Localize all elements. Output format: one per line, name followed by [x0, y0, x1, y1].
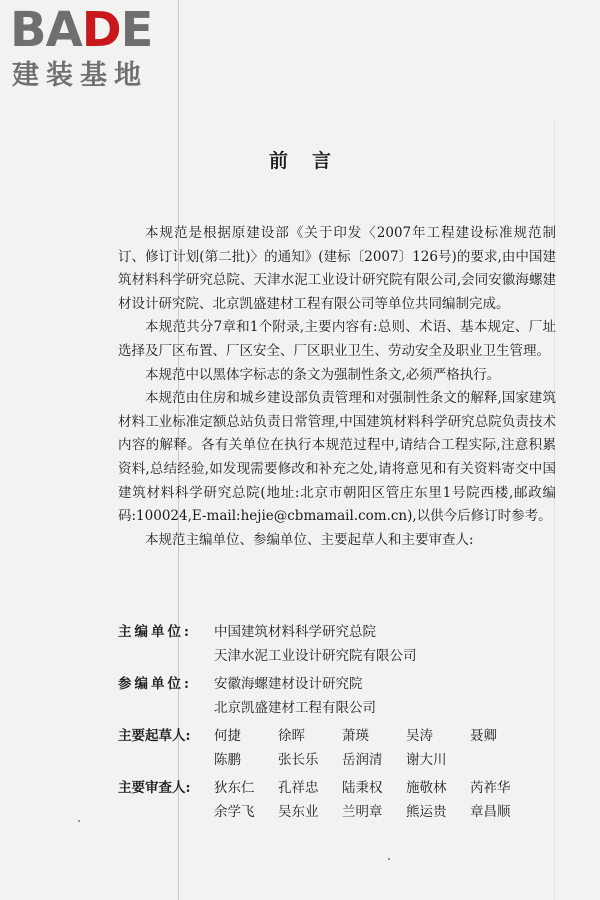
participating-unit: 北京凯盛建材工程有限公司	[214, 700, 376, 716]
reviewers-row	[118, 776, 558, 800]
editor-list	[118, 620, 558, 824]
drafters-row	[118, 748, 558, 772]
paragraph-intro-list: 本规范主编单位、参编单位、主要起草人和主要审查人:	[145, 531, 474, 548]
reviewers-label: 主要审查人:	[118, 780, 191, 796]
chief-unit: 中国建筑材料科学研究总院	[214, 624, 376, 640]
brand-logo	[8, 4, 183, 96]
reviewer-name: 吴东业	[278, 804, 319, 820]
reviewer-name: 陆秉权	[342, 780, 383, 796]
chief-unit-label: 主编单位:	[118, 624, 192, 640]
participating-unit-row	[118, 672, 558, 696]
drafters-row	[118, 724, 558, 748]
drafter-name: 岳润清	[342, 752, 383, 768]
drafter-names	[214, 748, 470, 772]
paragraph-origin: 本规范是根据原建设部《关于印发〈2007年工程建设标准规范制订、修订计划(第二批)〉的通知》(建标〔2007〕126号)的要求,由中国建筑材料科学研究总院、天津水泥工业设计研究院有限公司,会同安徽海螺建材设计研究院、北京凯盛建材工程有限公司等单位共同编制完成。	[118, 225, 556, 312]
paragraph-contents: 本规范共分7章和1个附录,主要内容有:总则、术语、基本规定、厂址选择及厂区布置、厂区安全、厂区职业卫生、劳动安全及职业卫生管理。	[118, 319, 556, 359]
reviewer-name: 孔祥忠	[278, 780, 319, 796]
reviewer-name: 狄东仁	[214, 780, 255, 796]
page-title: 前言	[268, 150, 355, 172]
chief-unit-row	[118, 620, 558, 644]
drafter-name: 陈鹏	[214, 752, 241, 768]
drafter-name: 谢大川	[406, 752, 447, 768]
scan-speck	[78, 820, 80, 822]
participating-unit: 安徽海螺建材设计研究院	[214, 676, 363, 692]
participating-unit-label: 参编单位:	[118, 676, 192, 692]
drafter-name: 何捷	[214, 728, 241, 744]
reviewer-name: 章昌顺	[470, 804, 511, 820]
reviewer-name: 熊运贵	[406, 804, 447, 820]
reviewer-names	[214, 800, 534, 824]
drafter-name: 吴涛	[406, 728, 433, 744]
paragraph-mandatory: 本规范中以黑体字标志的条文为强制性条文,必须严格执行。	[145, 366, 501, 383]
paragraph-management: 本规范由住房和城乡建设部负责管理和对强制性条文的解释,国家建筑材料工业标准定额总站负责日常管理,中国建筑材料科学研究总院负责技术内容的解释。各有关单位在执行本规范过程中,请结合工程实际,注意积累资料,总结经验,如发现需要修改和补充之处,请将意见和有关资料寄交中国建筑材料科学研究总院(地址:北京市朝阳区管庄东里1号院西楼,邮政编码:100024,E-mail:hejie@cbmamail.com.cn),以供今后修订时参考。	[118, 390, 556, 525]
reviewer-name: 芮祚华	[470, 780, 511, 796]
drafter-name: 徐晖	[278, 728, 305, 744]
brand-subtitle: 建装基地	[12, 60, 148, 91]
reviewer-name: 施敬林	[406, 780, 447, 796]
chief-unit-row	[118, 644, 558, 668]
reviewers-row	[118, 800, 558, 824]
drafter-name: 张长乐	[278, 752, 319, 768]
drafters-label: 主要起草人:	[118, 728, 191, 744]
drafter-name: 萧瑛	[342, 728, 369, 744]
reviewer-names	[214, 776, 534, 800]
reviewer-name: 余学飞	[214, 804, 255, 820]
scan-speck	[388, 858, 390, 860]
participating-unit-row	[118, 696, 558, 720]
chief-unit: 天津水泥工业设计研究院有限公司	[214, 648, 417, 664]
reviewer-name: 兰明章	[342, 804, 383, 820]
preface-body	[118, 222, 556, 552]
drafter-names	[214, 724, 534, 748]
brand-name: BADE	[10, 2, 153, 58]
drafter-name: 聂卿	[470, 728, 497, 744]
